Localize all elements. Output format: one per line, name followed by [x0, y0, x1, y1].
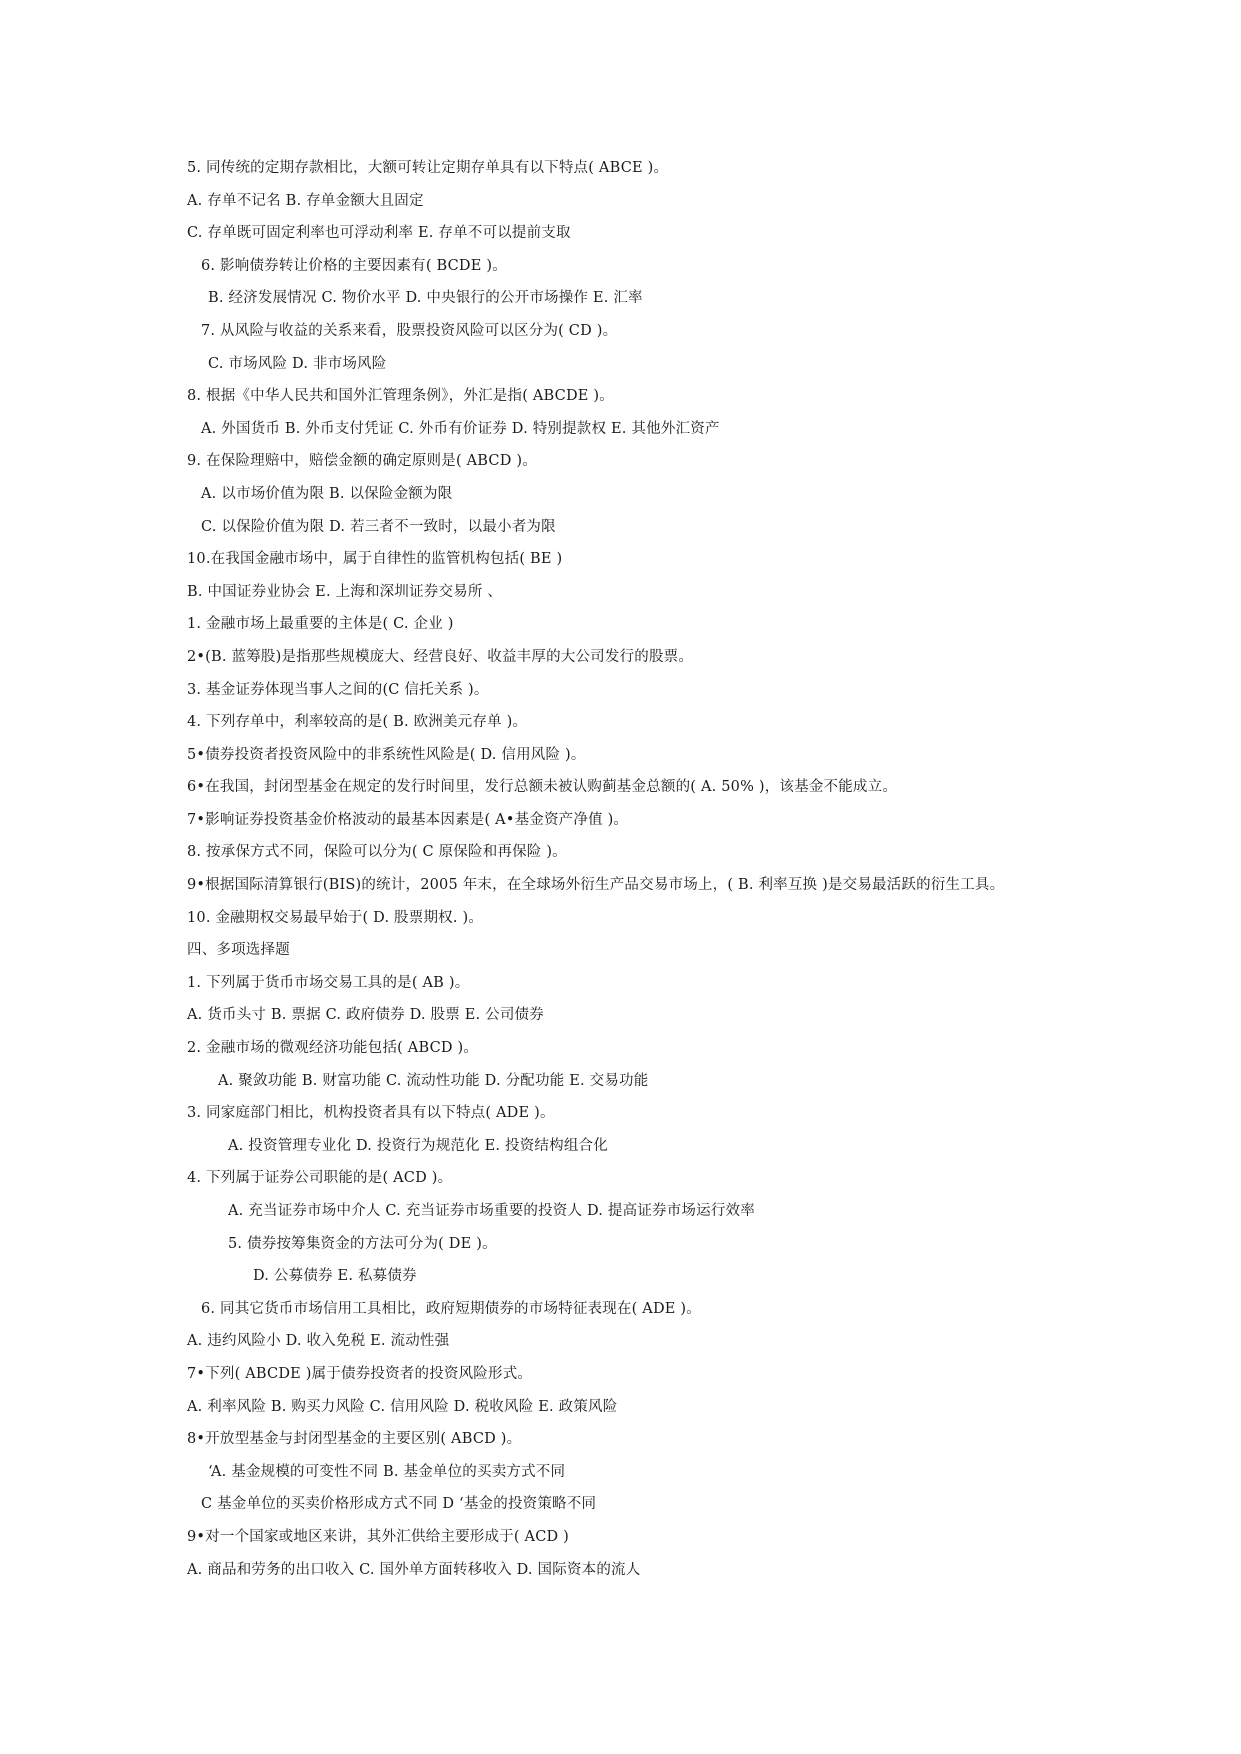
section-heading: 四、多项选择题: [187, 942, 290, 959]
text-line: A. 充当证券市场中介人 C. 充当证券市场重要的投资人 D. 提高证券市场运行效率: [228, 1203, 755, 1219]
text-line: A. 存单不记名 B. 存单金额大且固定: [187, 192, 424, 209]
text-line: 7. 从风险与收益的关系来看，股票投资风险可以区分为( CD )。: [201, 322, 618, 339]
text-line: 3. 基金证券体现当事人之间的(C 信托关系 )。: [187, 681, 489, 698]
text-line: 8. 根据《中华人民共和国外汇管理条例》，外汇是指( ABCDE )。: [187, 388, 614, 405]
text-line: C. 市场风险 D. 非市场风险: [208, 355, 387, 372]
text-line: 4. 下列存单中，利率较高的是( B. 欧洲美元存单 )。: [187, 714, 528, 731]
text-line: 8. 按承保方式不同，保险可以分为( C 原保险和再保险 )。: [187, 844, 567, 861]
text-line: ‘A. 基金规模的可变性不同 B. 基金单位的买卖方式不同: [208, 1463, 566, 1480]
text-line: 6•在我国，封闭型基金在规定的发行时间里，发行总额未被认购蓟基金总额的( A. 50% )，该基金不能成立。: [187, 779, 898, 796]
text-line: 10. 金融期权交易最早始于( D. 股票期权. )。: [187, 909, 484, 926]
text-line: C. 以保险价值为限 D. 若三者不一致时，以最小者为限: [201, 518, 556, 535]
text-line: 2•(B. 蓝筹股)是指那些规模庞大、经营良好、收益丰厚的大公司发行的股票。: [187, 648, 694, 665]
text-line: A. 投资管理专业化 D. 投资行为规范化 E. 投资结构组合化: [228, 1137, 608, 1154]
text-line: A. 利率风险 B. 购买力风险 C. 信用风险 D. 税收风险 E. 政策风险: [187, 1398, 618, 1415]
text-line: 1. 金融市场上最重要的主体是( C. 企业 ): [187, 616, 454, 633]
text-line: 7•下列( ABCDE )属于债券投资者的投资风险形式。: [187, 1365, 533, 1382]
text-line: A. 商品和劳务的出口收入 C. 国外单方面转移收入 D. 国际资本的流人: [187, 1561, 641, 1578]
text-line: 6. 同其它货币市场信用工具相比，政府短期债券的市场特征表现在( ADE )。: [201, 1300, 701, 1317]
text-line: B. 中国证券业协会 E. 上海和深圳证券交易所 、: [187, 583, 503, 600]
text-line: 10.在我国金融市场中，属于自律性的监管机构包括( BE ): [187, 551, 563, 568]
text-line: C 基金单位的买卖价格形成方式不同 D ‘基金的投资策略不同: [201, 1496, 597, 1513]
text-line: A. 聚敛功能 B. 财富功能 C. 流动性功能 D. 分配功能 E. 交易功能: [218, 1072, 649, 1089]
text-line: 1. 下列属于货币市场交易工具的是( AB )。: [187, 974, 470, 991]
document-body: [0, 152, 1241, 1586]
text-line: D. 公募债券 E. 私募债券: [253, 1268, 417, 1285]
text-line: 3. 同家庭部门相比，机构投资者具有以下特点( ADE )。: [187, 1105, 555, 1122]
text-line: 7•影响证券投资基金价格波动的最基本因素是( A•基金资产净值 )。: [187, 811, 629, 828]
text-line: 5•债券投资者投资风险中的非系统性风险是( D. 信用风险 )。: [187, 746, 586, 763]
text-line: C. 存单既可固定利率也可浮动利率 E. 存单不可以提前支取: [187, 225, 571, 242]
text-line: A. 货币头寸 B. 票据 C. 政府债券 D. 股票 E. 公司债券: [187, 1007, 544, 1024]
text-line: 5. 债券按筹集资金的方法可分为( DE )。: [228, 1235, 497, 1252]
text-line: A. 以市场价值为限 B. 以保险金额为限: [201, 485, 453, 502]
text-line: 9•根据国际清算银行(BIS)的统计，2005 年末，在全球场外衍生产品交易市场上，( B. 利率互换 )是交易最活跃的衍生工具。: [187, 877, 1005, 894]
text-line: 4. 下列属于证券公司职能的是( ACD )。: [187, 1170, 453, 1187]
text-line: A. 外国货币 B. 外币支付凭证 C. 外币有价证券 D. 特别提款权 E. 其他外汇资产: [201, 420, 720, 437]
text-line: 9. 在保险理赔中，赔偿金额的确定原则是( ABCD )。: [187, 453, 537, 470]
text-line: 9•对一个国家或地区来讲，其外汇供给主要形成于( ACD ): [187, 1528, 569, 1545]
text-line: 6. 影响债券转让价格的主要因素有( BCDE )。: [201, 257, 507, 274]
text-line: 8•开放型基金与封闭型基金的主要区别( ABCD )。: [187, 1431, 522, 1448]
text-line: 5. 同传统的定期存款相比，大额可转让定期存单具有以下特点( ABCE )。: [187, 160, 669, 176]
text-line: B. 经济发展情况 C. 物价水平 D. 中央银行的公开市场操作 E. 汇率: [208, 290, 643, 307]
text-line: A. 违约风险小 D. 收入免税 E. 流动性强: [187, 1333, 450, 1350]
text-line: 2. 金融市场的微观经济功能包括( ABCD )。: [187, 1040, 479, 1057]
